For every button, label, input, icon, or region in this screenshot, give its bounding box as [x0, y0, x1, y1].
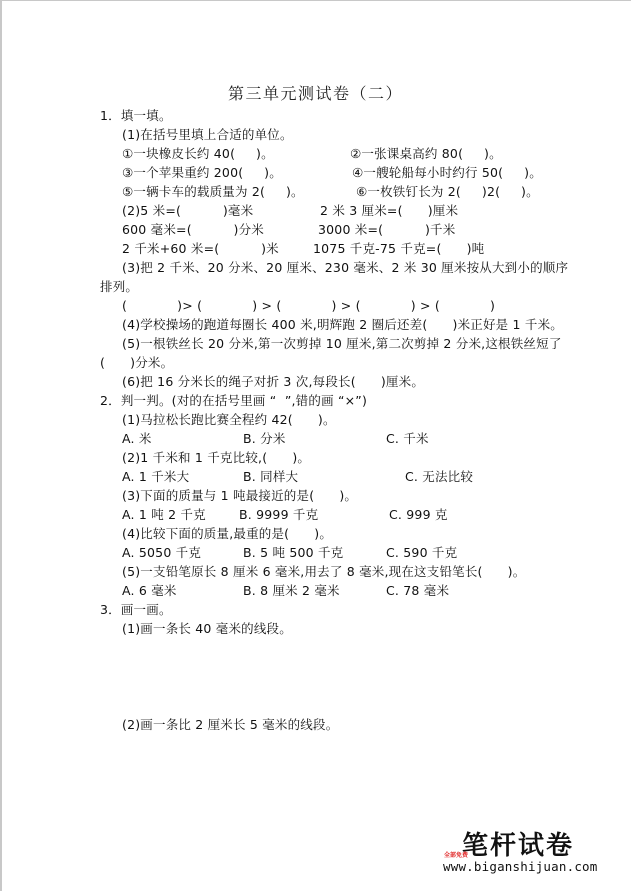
mc-q5-option-a: A. 6 毫米: [122, 583, 177, 598]
q1-item-6: ⑥一枚铁钉长为 2( )2( )。: [356, 184, 539, 199]
mc-q1-option-b: B. 分米: [243, 431, 286, 446]
mc-q4-stem: (4)比较下面的质量,最重的是( )。: [122, 526, 333, 541]
mc-q1-option-a: A. 米: [122, 431, 152, 446]
mc-q5-option-b: B. 8 厘米 2 毫米: [243, 583, 340, 598]
q3-line-1: (3)把 2 千米、20 分米、20 厘米、230 毫米、2 米 30 厘米按从大到小的顺序: [122, 260, 569, 275]
watermark-brand: 笔杆试卷: [462, 831, 575, 861]
section-1-heading: 1．填一填。: [100, 108, 172, 123]
q1-item-2: ②一张课桌高约 80( )。: [350, 146, 502, 161]
mc-q2-option-c: C. 无法比较: [405, 469, 474, 484]
section-3-heading: 3．画一画。: [100, 602, 172, 617]
mc-q3-option-b: B. 9999 千克: [239, 507, 319, 522]
q5-line-1: (5)一根铁丝长 20 分米,第一次剪掉 10 厘米,第二次剪掉 2 分米,这根铁丝短了: [122, 336, 562, 351]
mc-q4-option-a: A. 5050 千克: [122, 545, 202, 560]
q3-line-2: 排列。: [100, 279, 139, 294]
q3-answer-line: ( )> ( ) > ( ) > ( ) > ( ): [122, 298, 496, 313]
q1-item-5: ⑤一辆卡车的载质量为 2( )。: [122, 184, 304, 199]
section-2-heading: 2．判一判。(对的在括号里画 “ ”,错的画 “×”): [100, 393, 368, 408]
mc-q5-stem: (5)一支铅笔原长 8 厘米 6 毫米,用去了 8 毫米,现在这支铅笔长( )。: [122, 564, 526, 579]
q2-item-5: 2 千米+60 米=( )米: [122, 241, 279, 256]
q2-item-1: (2)5 米=( )毫米: [122, 203, 254, 218]
mc-q3-option-c: C. 999 克: [389, 507, 448, 522]
draw-q2: (2)画一条比 2 厘米长 5 毫米的线段。: [122, 717, 339, 732]
q6: (6)把 16 分米长的绳子对折 3 次,每段长( )厘米。: [122, 374, 425, 389]
q2-item-4: 3000 米=( )千米: [318, 222, 456, 237]
watermark-tag: 全部免费: [444, 852, 469, 859]
q1-item-4: ④一艘轮船每小时约行 50( )。: [352, 165, 542, 180]
watermark-url: www.biganshijuan.com: [443, 859, 598, 874]
page-title: 第三单元测试卷（二）: [227, 84, 403, 103]
q4: (4)学校操场的跑道每圈长 400 米,明辉跑 2 圈后还差( )米正好是 1 千米。: [122, 317, 563, 332]
mc-q4-option-b: B. 5 吨 500 千克: [243, 545, 344, 560]
mc-q2-option-b: B. 同样大: [243, 469, 299, 484]
q5-line-2: ( )分米。: [100, 355, 174, 370]
draw-q1: (1)画一条长 40 毫米的线段。: [122, 621, 292, 636]
mc-q5-option-c: C. 78 毫米: [386, 583, 450, 598]
mc-q3-stem: (3)下面的质量与 1 吨最接近的是( )。: [122, 488, 358, 503]
mc-q4-option-c: C. 590 千克: [386, 545, 458, 560]
mc-q1-stem: (1)马拉松长跑比赛全程约 42( )。: [122, 412, 336, 427]
q1-item-3: ③一个苹果重约 200( )。: [122, 165, 282, 180]
q2-item-6: 1075 千克-75 千克=( )吨: [313, 241, 485, 256]
q1-item-1: ①一块橡皮长约 40( )。: [122, 146, 274, 161]
mc-q3-option-a: A. 1 吨 2 千克: [122, 507, 206, 522]
mc-q1-option-c: C. 千米: [386, 431, 429, 446]
q2-item-2: 2 米 3 厘米=( )厘米: [320, 203, 459, 218]
q2-item-3: 600 毫米=( )分米: [122, 222, 264, 237]
q1-prompt: (1)在括号里填上合适的单位。: [122, 127, 293, 142]
mc-q2-option-a: A. 1 千米大: [122, 469, 190, 484]
mc-q2-stem: (2)1 千米和 1 千克比较,( )。: [122, 450, 311, 465]
